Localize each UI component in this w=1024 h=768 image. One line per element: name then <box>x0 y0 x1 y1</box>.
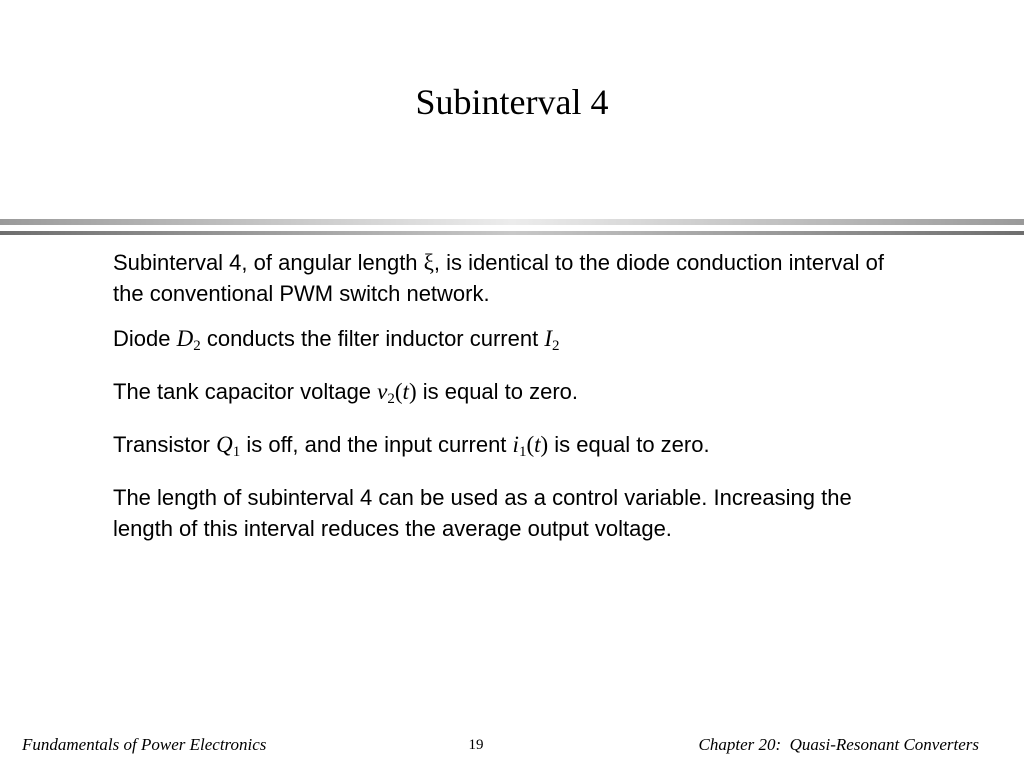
subscript-2: 2 <box>552 338 560 354</box>
footer-book-title: Fundamentals of Power Electronics <box>22 735 267 754</box>
symbol-Q: Q <box>216 432 233 457</box>
footer-chapter-title: Chapter 20: Quasi-Resonant Converters <box>698 735 979 754</box>
paragraph-diode: Diode $D_2$ conducts the filter inductor current $I_2$ <box>113 326 560 354</box>
divider-upper-band <box>0 219 1024 225</box>
slide-body <box>113 247 913 558</box>
symbol-D: D <box>176 326 194 351</box>
symbol-t: t <box>534 432 541 457</box>
paragraph-control-variable: The length of subinterval 4 can be used as a control variable. Increasing the length of this interval reduces the average output voltage. <box>113 485 852 541</box>
xi-symbol: ξ <box>423 250 434 275</box>
page-number: 19 <box>468 737 484 753</box>
paragraph-tank-voltage: The tank capacitor voltage $v_2(t)$ is equal to zero. <box>113 379 579 407</box>
slide-title: Subinterval 4 <box>415 82 609 122</box>
divider-lower-band <box>0 231 1024 235</box>
subscript-1: 1 <box>518 444 527 460</box>
symbol-v: v <box>377 379 388 404</box>
symbol-i: i <box>512 432 519 457</box>
subscript-2: 2 <box>193 338 201 354</box>
subscript-1: 1 <box>232 444 241 460</box>
subscript-2: 2 <box>387 391 395 407</box>
paragraph-angular-length: Subinterval 4, of angular length ξ, is identical to the diode conduction interval of the conventional PWM switch network. <box>113 250 884 306</box>
symbol-t: t <box>402 379 409 404</box>
paragraph-transistor: Transistor $Q_1$ is off, and the input current $i_1(t)$ is equal to zero. <box>113 432 710 460</box>
symbol-I: I <box>544 326 553 351</box>
